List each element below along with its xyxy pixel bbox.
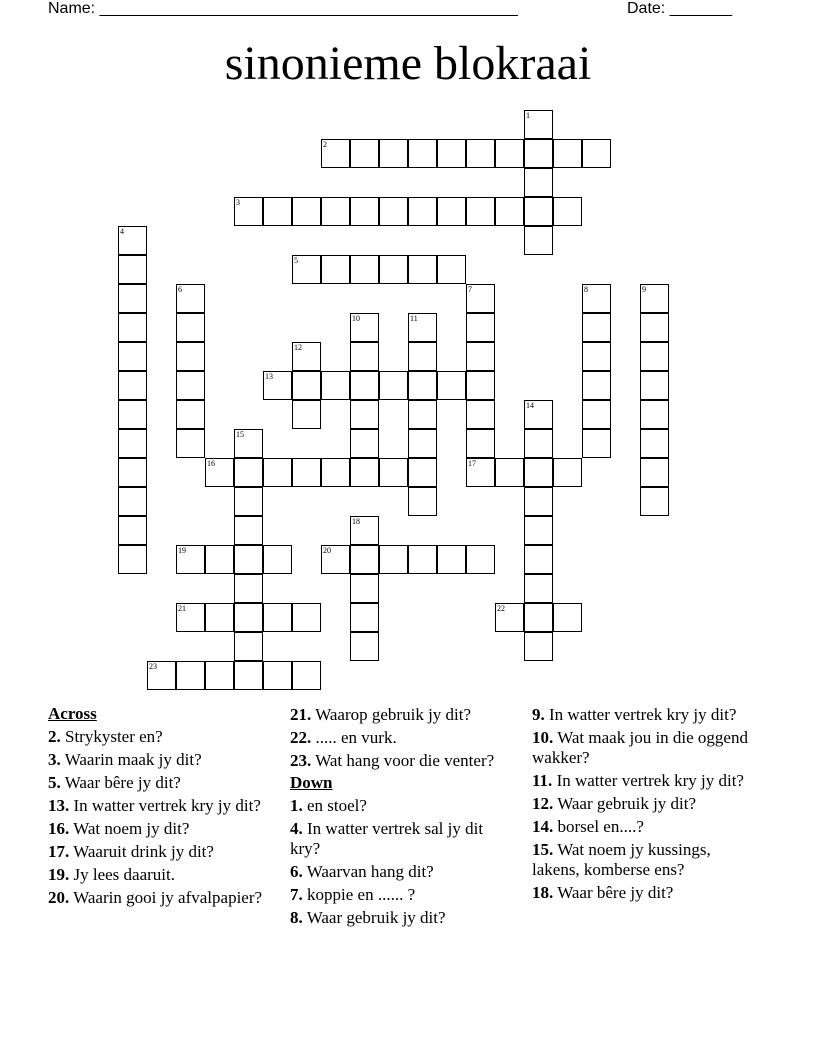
grid-cell[interactable] — [408, 255, 437, 284]
grid-cell[interactable] — [118, 342, 147, 371]
grid-cell[interactable] — [408, 371, 437, 400]
grid-cell[interactable] — [524, 516, 553, 545]
grid-cell[interactable] — [205, 458, 234, 487]
grid-cell[interactable] — [234, 487, 263, 516]
grid-cell[interactable] — [176, 342, 205, 371]
grid-cell[interactable] — [495, 197, 524, 226]
grid-cell[interactable] — [350, 197, 379, 226]
clue-down-8 — [290, 908, 515, 928]
grid-cell[interactable] — [350, 545, 379, 574]
clue-number: 13. — [48, 796, 70, 815]
page-title: sinonieme blokraai — [224, 37, 592, 90]
clue-number: 8. — [290, 908, 303, 927]
clue-text: Waarin maak jy dit? — [64, 750, 202, 769]
clue-number: 2. — [48, 727, 61, 746]
clue-across-16 — [48, 819, 268, 839]
grid-cell[interactable] — [640, 487, 669, 516]
cell-number: 19 — [178, 546, 186, 555]
cell-number: 22 — [497, 604, 505, 613]
grid-cell[interactable] — [118, 516, 147, 545]
clue-across-13 — [48, 796, 268, 816]
clue-number: 14. — [532, 817, 554, 836]
grid-cell[interactable] — [176, 313, 205, 342]
clue-number: 21. — [290, 705, 312, 724]
grid-cell[interactable] — [640, 342, 669, 371]
grid-cell[interactable] — [640, 400, 669, 429]
clue-number: 18. — [532, 883, 554, 902]
name-field-label[interactable]: Name: _______________________________________________ — [48, 0, 518, 17]
clue-text: Waarvan hang dit? — [306, 862, 434, 881]
grid-cell[interactable] — [466, 342, 495, 371]
grid-cell[interactable] — [379, 139, 408, 168]
clue-text: In watter vertrek kry jy dit? — [549, 705, 737, 724]
clue-number: 4. — [290, 819, 303, 838]
cell-number: 5 — [294, 256, 298, 265]
grid-cell[interactable] — [582, 342, 611, 371]
clues-column-1 — [48, 702, 268, 908]
grid-cell[interactable] — [263, 661, 292, 690]
clue-number: 10. — [532, 728, 554, 747]
grid-cell[interactable] — [408, 545, 437, 574]
grid-cell[interactable] — [524, 603, 553, 632]
clue-text: Waaruit drink jy dit? — [73, 842, 214, 861]
cell-number: 16 — [207, 459, 215, 468]
grid-cell[interactable] — [408, 487, 437, 516]
grid-cell[interactable] — [205, 661, 234, 690]
grid-cell[interactable] — [379, 371, 408, 400]
grid-cell[interactable] — [292, 603, 321, 632]
grid-cell[interactable] — [321, 371, 350, 400]
grid-cell[interactable] — [176, 371, 205, 400]
grid-cell[interactable] — [321, 255, 350, 284]
grid-cell[interactable] — [640, 458, 669, 487]
grid-cell[interactable] — [350, 342, 379, 371]
clue-down-4 — [290, 819, 515, 859]
grid-cell[interactable] — [118, 284, 147, 313]
clue-text: Waar gebruik jy dit? — [306, 908, 446, 927]
grid-cell[interactable] — [524, 168, 553, 197]
clue-text: Strykyster en? — [65, 727, 163, 746]
grid-cell[interactable] — [350, 574, 379, 603]
cell-number: 11 — [410, 314, 418, 323]
grid-cell[interactable] — [553, 139, 582, 168]
clue-text: Wat maak jou in die oggend wakker? — [532, 728, 748, 767]
clue-down-1 — [290, 796, 515, 816]
clue-text: Waar bêre jy dit? — [557, 883, 674, 902]
across-heading: Across — [48, 704, 97, 723]
clue-text: Wat noem jy dit? — [73, 819, 190, 838]
grid-cell[interactable] — [408, 197, 437, 226]
cell-number: 20 — [323, 546, 331, 555]
grid-cell[interactable] — [437, 139, 466, 168]
clue-across-19 — [48, 865, 268, 885]
clue-down-10 — [532, 728, 762, 768]
grid-cell[interactable] — [234, 516, 263, 545]
grid-cell[interactable] — [379, 458, 408, 487]
grid-cell[interactable] — [176, 429, 205, 458]
grid-cell[interactable] — [640, 284, 669, 313]
grid-cell[interactable] — [640, 429, 669, 458]
grid-cell[interactable] — [234, 429, 263, 458]
grid-cell[interactable] — [408, 458, 437, 487]
clue-number: 6. — [290, 862, 303, 881]
grid-cell[interactable] — [263, 197, 292, 226]
clues-column-2 — [290, 702, 515, 928]
grid-cell[interactable] — [350, 313, 379, 342]
grid-cell[interactable] — [350, 429, 379, 458]
grid-cell[interactable] — [524, 110, 553, 139]
grid-cell[interactable] — [582, 139, 611, 168]
clue-across-21 — [290, 705, 515, 725]
grid-cell[interactable] — [118, 429, 147, 458]
grid-cell[interactable] — [379, 545, 408, 574]
clue-text: Wat noem jy kussings, lakens, komberse ens? — [532, 840, 711, 879]
grid-cell[interactable] — [582, 400, 611, 429]
grid-cell[interactable] — [466, 429, 495, 458]
clues-column-3 — [532, 702, 762, 903]
grid-cell[interactable] — [118, 226, 147, 255]
clue-text: Waarin gooi jy afvalpapier? — [73, 888, 263, 907]
clue-down-7 — [290, 885, 515, 905]
grid-cell[interactable] — [408, 139, 437, 168]
clue-number: 12. — [532, 794, 554, 813]
clue-text: Waar bêre jy dit? — [64, 773, 181, 792]
grid-cell[interactable] — [321, 545, 350, 574]
grid-cell[interactable] — [640, 313, 669, 342]
clue-number: 11. — [532, 771, 553, 790]
cell-number: 13 — [265, 372, 273, 381]
grid-cell[interactable] — [379, 255, 408, 284]
grid-cell[interactable] — [524, 545, 553, 574]
grid-cell[interactable] — [466, 371, 495, 400]
grid-cell[interactable] — [553, 458, 582, 487]
grid-cell[interactable] — [553, 603, 582, 632]
grid-cell[interactable] — [176, 661, 205, 690]
grid-cell[interactable] — [321, 139, 350, 168]
cell-number: 1 — [526, 111, 530, 120]
cell-number: 17 — [468, 459, 476, 468]
clue-text: ..... en vurk. — [315, 728, 397, 747]
clue-number: 15. — [532, 840, 554, 859]
grid-cell[interactable] — [234, 545, 263, 574]
grid-cell[interactable] — [524, 197, 553, 226]
clue-text: borsel en....? — [557, 817, 644, 836]
clue-text: Wat hang voor die venter? — [315, 751, 495, 770]
grid-cell[interactable] — [495, 603, 524, 632]
grid-cell[interactable] — [118, 313, 147, 342]
clue-number: 19. — [48, 865, 70, 884]
cell-number: 8 — [584, 285, 588, 294]
cell-number: 21 — [178, 604, 186, 613]
grid-cell[interactable] — [292, 458, 321, 487]
date-field-label[interactable]: Date: _______ — [627, 0, 732, 17]
cell-number: 6 — [178, 285, 182, 294]
clue-text: Jy lees daaruit. — [73, 865, 175, 884]
grid-cell[interactable] — [234, 574, 263, 603]
grid-cell[interactable] — [408, 400, 437, 429]
clue-text: Waar gebruik jy dit? — [557, 794, 697, 813]
grid-cell[interactable] — [118, 255, 147, 284]
grid-cell[interactable] — [466, 139, 495, 168]
clue-across-17 — [48, 842, 268, 862]
grid-cell[interactable] — [292, 197, 321, 226]
grid-cell[interactable] — [466, 458, 495, 487]
clue-down-18 — [532, 883, 762, 903]
grid-cell[interactable] — [118, 458, 147, 487]
grid-cell[interactable] — [118, 371, 147, 400]
grid-cell[interactable] — [640, 371, 669, 400]
clue-down-6 — [290, 862, 515, 882]
grid-cell[interactable] — [292, 371, 321, 400]
grid-cell[interactable] — [292, 342, 321, 371]
grid-cell[interactable] — [379, 197, 408, 226]
clue-text: In watter vertrek kry jy dit? — [73, 796, 261, 815]
grid-cell[interactable] — [350, 255, 379, 284]
grid-cell[interactable] — [524, 429, 553, 458]
grid-cell[interactable] — [292, 400, 321, 429]
grid-cell[interactable] — [350, 516, 379, 545]
grid-cell[interactable] — [292, 255, 321, 284]
clue-number: 20. — [48, 888, 70, 907]
clue-across-5 — [48, 773, 268, 793]
grid-cell[interactable] — [582, 371, 611, 400]
grid-cell[interactable] — [205, 545, 234, 574]
grid-cell[interactable] — [234, 632, 263, 661]
clue-across-20 — [48, 888, 268, 908]
grid-cell[interactable] — [350, 139, 379, 168]
grid-cell[interactable] — [582, 284, 611, 313]
grid-cell[interactable] — [234, 458, 263, 487]
clue-down-12 — [532, 794, 762, 814]
grid-cell[interactable] — [437, 255, 466, 284]
grid-cell[interactable] — [234, 603, 263, 632]
clue-across-22 — [290, 728, 515, 748]
grid-cell[interactable] — [118, 400, 147, 429]
grid-cell[interactable] — [553, 197, 582, 226]
grid-cell[interactable] — [524, 574, 553, 603]
cell-number: 2 — [323, 140, 327, 149]
grid-cell[interactable] — [466, 400, 495, 429]
grid-cell[interactable] — [350, 371, 379, 400]
grid-cell[interactable] — [321, 197, 350, 226]
grid-cell[interactable] — [524, 139, 553, 168]
clue-down-14 — [532, 817, 762, 837]
grid-cell[interactable] — [118, 545, 147, 574]
cell-number: 14 — [526, 401, 534, 410]
grid-cell[interactable] — [263, 371, 292, 400]
cell-number: 15 — [236, 430, 244, 439]
grid-cell[interactable] — [524, 632, 553, 661]
clue-number: 16. — [48, 819, 70, 838]
grid-cell[interactable] — [350, 632, 379, 661]
cell-number: 12 — [294, 343, 302, 352]
grid-cell[interactable] — [495, 139, 524, 168]
clue-down-9 — [532, 705, 762, 725]
clue-number: 3. — [48, 750, 61, 769]
grid-cell[interactable] — [292, 661, 321, 690]
grid-cell[interactable] — [263, 603, 292, 632]
clue-text: koppie en ...... ? — [307, 885, 416, 904]
clue-number: 9. — [532, 705, 545, 724]
cell-number: 10 — [352, 314, 360, 323]
grid-cell[interactable] — [582, 429, 611, 458]
clue-text: In watter vertrek kry jy dit? — [556, 771, 744, 790]
clue-number: 7. — [290, 885, 303, 904]
grid-cell[interactable] — [176, 603, 205, 632]
grid-cell[interactable] — [437, 371, 466, 400]
cell-number: 9 — [642, 285, 646, 294]
clue-down-11 — [532, 771, 762, 791]
grid-cell[interactable] — [466, 545, 495, 574]
grid-cell[interactable] — [176, 400, 205, 429]
cell-number: 7 — [468, 285, 472, 294]
grid-cell[interactable] — [408, 313, 437, 342]
grid-cell[interactable] — [176, 284, 205, 313]
grid-cell[interactable] — [437, 197, 466, 226]
clue-text: en stoel? — [307, 796, 367, 815]
clue-number: 5. — [48, 773, 61, 792]
grid-cell[interactable] — [524, 458, 553, 487]
grid-cell[interactable] — [495, 458, 524, 487]
down-heading: Down — [290, 773, 333, 792]
grid-cell[interactable] — [263, 545, 292, 574]
clue-across-23 — [290, 751, 515, 771]
grid-cell[interactable] — [234, 661, 263, 690]
grid-cell[interactable] — [350, 458, 379, 487]
grid-cell[interactable] — [350, 400, 379, 429]
grid-cell[interactable] — [466, 284, 495, 313]
cell-number: 23 — [149, 662, 157, 671]
grid-cell[interactable] — [321, 458, 350, 487]
clue-text: Waarop gebruik jy dit? — [315, 705, 472, 724]
clue-number: 22. — [290, 728, 312, 747]
grid-cell[interactable] — [466, 197, 495, 226]
cell-number: 3 — [236, 198, 240, 207]
grid-cell[interactable] — [350, 603, 379, 632]
cell-number: 18 — [352, 517, 360, 526]
grid-cell[interactable] — [234, 197, 263, 226]
clue-down-15 — [532, 840, 762, 880]
grid-cell[interactable] — [582, 313, 611, 342]
grid-cell[interactable] — [524, 226, 553, 255]
grid-cell[interactable] — [466, 313, 495, 342]
clue-number: 23. — [290, 751, 312, 770]
clue-text: In watter vertrek sal jy dit kry? — [290, 819, 484, 858]
clue-number: 1. — [290, 796, 303, 815]
grid-cell[interactable] — [176, 545, 205, 574]
grid-cell[interactable] — [524, 487, 553, 516]
grid-cell[interactable] — [118, 487, 147, 516]
clue-number: 17. — [48, 842, 70, 861]
grid-cell[interactable] — [408, 429, 437, 458]
grid-cell[interactable] — [263, 458, 292, 487]
cell-number: 4 — [120, 227, 124, 236]
clue-across-2 — [48, 727, 268, 747]
clue-across-3 — [48, 750, 268, 770]
grid-cell[interactable] — [408, 342, 437, 371]
grid-cell[interactable] — [437, 545, 466, 574]
grid-cell[interactable] — [205, 603, 234, 632]
grid-cell[interactable] — [524, 400, 553, 429]
grid-cell[interactable] — [147, 661, 176, 690]
